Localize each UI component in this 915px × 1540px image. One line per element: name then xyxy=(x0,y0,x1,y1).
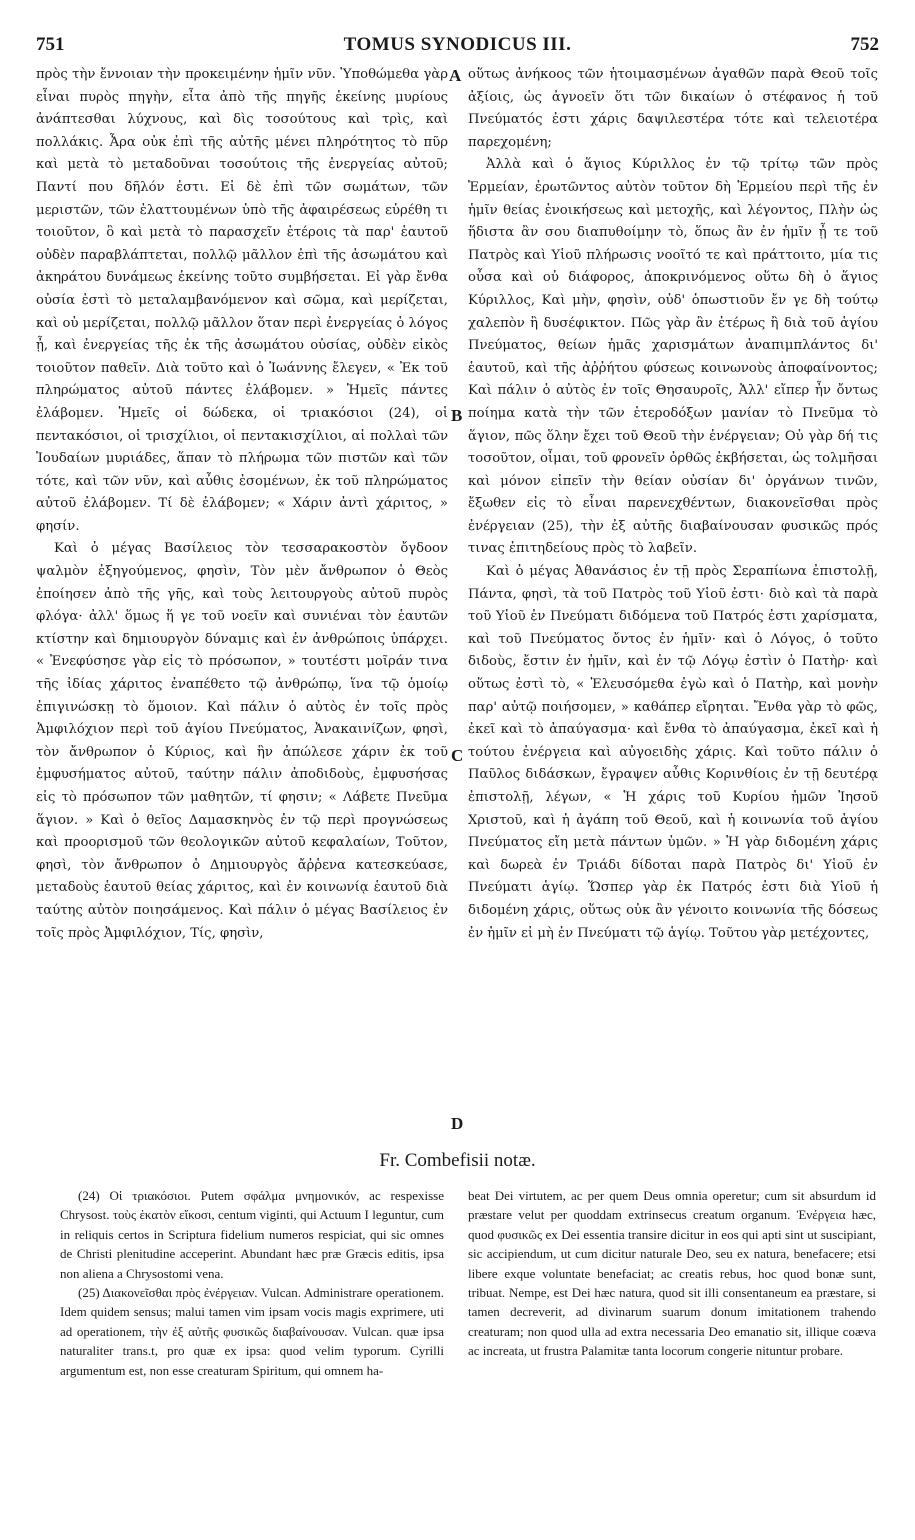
left-paragraph: Καὶ ὁ μέγας Βασίλειος τὸν τεσσαρακοστὸν ὄγδοον ψαλμὸν ἐξηγούμενος, φησὶν, Τὸν μὲν ἄνθρωπον ὁ Θεὸς ἐποίησεν ἀπὸ τῆς γῆς, καὶ τοὺς λειτουργοὺς αὐτοῦ πυρὸς φλόγα· ἀλλ' ὅμως ἥ γε τοῦ νοεῖν καὶ συνιέναι τὸν ἑαυτῶν κτίστην καὶ δημιουργὸν δύναμις καὶ ἐν ἀνθρώποις ὑπάρχει. « Ἐνεφύσησε γὰρ εἰς τὸ πρόσωπον, » τουτέστι μοῖράν τινα τῆς ἰδίας χάριτος ἐναπέθετο τῷ ἀνθρώπῳ, ἵνα τῷ ὁμοίῳ ἐπιγινώσκῃ τὸ ὅμοιον. Καὶ πάλιν ὁ αὐτὸς ἐν τοῖς πρὸς Ἀμφιλόχιον περὶ τοῦ ἁγίου Πνεύματος, Ἀνακαινίζων, φησὶ, τὸν ἄνθρωπον ὁ Κύριος, καὶ ἣν ἀπώλεσε χάριν ἐκ τοῦ ἐμφυσήματος αὐτοῦ, ταύτην πάλιν ἀποδιδοὺς, ἐμφυσήσας εἰς τὸ πρόσωπον τῶν μαθητῶν, τί φησιν; « Λάβετε Πνεῦμα ἅγιον. » Καὶ ὁ θεῖος Δαμασκηνὸς ἐν τῷ περὶ προγνώσεως καὶ προορισμοῦ τῶν θεολογικῶν αὐτοῦ κεφαλαίων, Τοῦτον, φησὶ, τὸν ἄνθρωπον ὁ Δημιουργὸς ἄῤῥενα κατεσκεύασε, μεταδοὺς ἑαυτοῦ θείας χάριτος, καὶ ἐν κοινωνίᾳ ἑαυτοῦ διὰ ταύτης αὐτὸν ποιησάμενος. Καὶ πάλιν ὁ μέγας Βασίλειος ἐν τοῖς πρὸς Ἀμφιλόχιον, Τίς, φησὶν, xyxy=(36,541,448,941)
left-paragraph: πρὸς τὴν ἔννοιαν τὴν προκειμένην ἡμῖν νῦν. Ὑποθώμεθα γὰρ εἶναι πυρὸς πηγὴν, εἶτα ἀπὸ τῆς πηγῆς ἐκείνης μυρίους ἀνάπτεσθαι λύχνους, καὶ δὶς τοσούτους καὶ τρὶς, καὶ πολλάκις. Ἆρα οὐκ ἐπὶ τῆς αὐτῆς μένει πληρότητος τὸ πῦρ καὶ μετὰ τὸ μεταδοῦναι τοσούτοις τῆς ἐνεργείας αὐτοῦ; Παντί που δῆλόν ἐστι. Εἰ δὲ ἐπὶ τῶν σωμάτων, τῶν μεριστῶν, τῶν ἐλαττουμένων ὑπὸ τῆς ἀφαιρέσεως εὑρέθη τι τοιοῦτον, ὃ καὶ μετὰ τὸ παρασχεῖν ἑτέροις τὰ παρ' ἑαυτοῦ οὐδὲν παραβλάπτεται, πολλῷ μᾶλλον ἐπὶ τῆς ἀσωμάτου καὶ ἀκηράτου δυνάμεως ἐκείνης τοῦτο συμβήσεται. Εἰ γὰρ ἔνθα οὐσία ἐστὶ τὸ μεταλαμβανόμενον καὶ σῶμα, καὶ μερίζεται, καὶ οὐ μερίζεται, πολλῷ μᾶλλον ὅταν περὶ ἐνεργείας ὁ λόγος ᾖ, καὶ ἐνεργείας τῆς ἐκ τῆς ἀσωμάτου οὐσίας, οὐδὲν εἰκὸς τοιοῦτον παθεῖν. Διὰ τοῦτο καὶ ὁ Ἰωάννης ἔλεγεν, « Ἐκ τοῦ πληρώματος αὐτοῦ πάντες ἐλάβομεν. » Ἡμεῖς πάντες ἐλάβομεν. Ἡμεῖς οἱ δώδεκα, οἱ τριακόσιοι (24), οἱ πεντακόσιοι, οἱ τρισχίλιοι, οἱ πεντακισχίλιοι, αἱ πολλαὶ τῶν Ἰουδαίων μυριάδες, ἅπαν τὸ πλήρωμα τῶν πιστῶν καὶ τῶν τότε, καὶ τῶν νῦν, καὶ αὖθις ἐσομένων, ἐκ τοῦ πληρώματος αὐτοῦ ἐλάβομεν. Τί δὲ ἐλάβομεν; « Χάριν ἀντὶ χάριτος, » φησίν. xyxy=(36,67,448,534)
right-paragraph: Ἀλλὰ καὶ ὁ ἅγιος Κύριλλος ἐν τῷ τρίτῳ τῶν πρὸς Ἑρμείαν, ἐρωτῶντος αὐτὸν τοῦτον δὴ Ἑρμείου περὶ τῆς ἐν ἡμῖν θείας ἐνοικήσεως καὶ μετοχῆς, καὶ λέγοντος, Πλὴν ὡς ἥδιστα ἂν σου διαπυθοίμην τὸ, ὅπως ἂν ἐν ἡμῖν ᾖ τε τοῦ Πατρὸς καὶ Υἱοῦ πλήρωσις νοοῖτό τε καὶ πράττοιτο, μία τις οὖσα καὶ οὐ διάφορος, ἀποκρινόμενος οὕτω δὴ ὁ ἅγιος Κύριλλος, Καὶ μὴν, φησὶν, οὐδ' ὁπωστιοῦν ἔν γε δὴ τούτῳ χαλεπὸν ἢ δυσέφικτον. Πῶς γὰρ ἂν ἑτέρως ἢ διὰ τοῦ ἁγίου Πνεύματος, θείων ἡμᾶς χαρισμάτων ἀναπιμπλάντος δι' ἑαυτοῦ, καὶ τῆς ἀῤῥήτου φύσεως κοινωνοὺς ἀποφαίνοντος; Καὶ πάλιν ὁ αὐτὸς ἐν τοῖς Θησαυροῖς, Ἀλλ' εἴπερ ἦν ὄντως ποίημα κατὰ τὴν τῶν ἑτεροδόξων μανίαν τὸ Πνεῦμα τὸ ἅγιον, πῶς ὅλην ἔχει τοῦ Θεοῦ τὴν ἐνέργειαν; Οὐ γὰρ δή τις τοσοῦτον, οἶμαι, τοῦ φρονεῖν ὀρθῶς ἐκβήσεται, ὡς τολμῆσαι καὶ μόνον εἰπεῖν τὴν θείαν οὐσίαν δι' ὀργάνων τινῶν, ἔξωθεν εἰς τὸ εἶναι παρενεχθέντων, διακονεῖσθαι πρὸς ἐνέργειαν (25), τὴν ἐξ αὐτῆς διαβαίνουσαν φυσικῶς πρός τινας ἐπιτηδείους πρὸς τὸ λαβεῖν. xyxy=(468,157,878,557)
right-paragraph: Καὶ ὁ μέγας Ἀθανάσιος ἐν τῇ πρὸς Σεραπίωνα ἐπιστολῇ, Πάντα, φησὶ, τὰ τοῦ Πατρὸς τοῦ Υἱοῦ ἐστι· διὸ καὶ τὰ παρὰ τοῦ Υἱοῦ ἐν Πνεύματι διδόμενα τοῦ Πατρός ἐστι χαρίσματα, καὶ τοῦ Πνεύματος ὄντος ἐν ἡμῖν· καὶ ὁ Λόγος, ὁ τοῦτο διδοὺς, ἔστιν ἐν ἡμῖν, καὶ ἐν τῷ Λόγῳ ἐστὶν ὁ Πατὴρ· καὶ οὕτως ἐστὶ τὸ, « Ἐλευσόμεθα ἐγὼ καὶ ὁ Πατὴρ, καὶ μονὴν παρ' αὐτῷ ποιήσομεν, » καθάπερ εἴρηται. Ἔνθα γὰρ τὸ φῶς, ἐκεῖ καὶ τὸ ἀπαύγασμα· καὶ ἔνθα τὸ ἀπαύγασμα, ἐκεῖ καὶ ἡ τούτου ἐνέργεια καὶ αὐγοειδὴς χάρις. Καὶ τοῦτο πάλιν ὁ Παῦλος διδάσκων, ἔγραψεν αὖθις Κορινθίοις ἐν τῇ δευτέρᾳ ἐπιστολῇ, λέγων, « Ἡ χάρις τοῦ Κυρίου ἡμῶν Ἰησοῦ Χριστοῦ, καὶ ἡ ἀγάπη τοῦ Θεοῦ, καὶ ἡ κοινωνία τοῦ ἁγίου Πνεύματος εἴη μετὰ πάντων ὑμῶν. » Ἡ γὰρ διδομένη χάρις καὶ δωρεὰ ἐν Τριάδι δίδοται παρὰ Πατρὸς δι' Υἱοῦ ἐν Πνεύματι ἁγίῳ. Ὥσπερ γὰρ ἐκ Πατρός ἐστι διὰ Υἱοῦ ἡ διδομένη χάρις, οὕτως οὐκ ἂν γένοιτο κοινωνία τῆς δόσεως ἐν ἡμῖν εἰ μὴ ἐν Πνεύματι τῷ ἁγίῳ. Τοῦτου γὰρ μετέχοντες, xyxy=(468,564,878,941)
section-marker-a: A xyxy=(449,66,462,85)
right-paragraph: οὕτως ἀνήκοος τῶν ἡτοιμασμένων ἀγαθῶν παρὰ Θεοῦ τοῖς ἀξίοις, ὡς ἀγνοεῖν ὅτι τῶν δικαίων ὁ στέφανος ἡ τοῦ Πνεύματός ἐστι χάρις δαψιλεστέρα τότε καὶ τελειοτέρα παρεχομένη; xyxy=(468,67,878,150)
footnote: (24) Οἱ τριακόσιοι. Putem σφάλμα μνημονικόν, ac respexisse Chrysost. τοὺς ἑκατὸν εἴκοσι, centum viginti, qui Actuum I leguntur, cum in reliquis certos in Scriptura fidelium numeros respiciat, qui sic omnes de Christi plenitudine acceperint. Abundant hæc præ Græcis editis, ipsa non aliena a Chrysostomi vena. xyxy=(60,1188,444,1281)
section-marker-c: C xyxy=(451,746,464,765)
notes-right-column xyxy=(468,1186,876,1506)
left-page-number: 751 xyxy=(36,34,65,55)
section-marker-b: B xyxy=(451,406,463,425)
right-page-number: 752 xyxy=(850,34,879,55)
page-header xyxy=(36,34,879,60)
notes-heading: Fr. Combefisii notæ. xyxy=(379,1150,536,1171)
notes-left-column xyxy=(60,1186,444,1506)
left-text-column xyxy=(36,64,448,1149)
running-title: TOMUS SYNODICUS III. xyxy=(343,34,572,55)
right-text-column xyxy=(468,64,878,1149)
section-marker-d: D xyxy=(451,1114,464,1133)
footnote-continuation: beat Dei virtutem, ac per quem Deus omnia operetur; cum sit absurdum id præstare velut per quoddam extrinsecus creatum organum. Ἐνέργεια hæc, quod φυσικῶς ex Dei essentia transire dicitur in eos qui apti sint ut suscipiant, sic accipiendum, ut cum dicitur naturale Deo, seu ex natura, benefacere; etsi libere exque voluntate benefaciat; ac creatis rebus, hoc quod bonæ sunt, tribuat. Nempe, est Dei hæc natura, quod sit illi consentaneum ea præstare, si tamen decreverit, ad divinarum suarum donum imitationem trahendo creaturam; non quod ulla ad extra necessaria Deo emanatio sit, illique coæva ac increata, ut frustra Palamitæ tanta locorum congerie nituntur probare. xyxy=(468,1188,876,1359)
footnote: (25) Διακονεῖσθαι πρὸς ἐνέργειαν. Vulcan. Administrare operationem. Idem quidem sensus; malui tamen vim ipsam vocis magis exprimere, uti ad operationem, τὴν ἐξ αὐτῆς φυσικῶς διαβαίνουσαν. Vulcan. quæ ipsa naturaliter trans.t, pro quæ ex ipsa: quod velim typorum. Cyrilli argumentum est, non esse creaturam Spiritum, qui omnem ha- xyxy=(60,1285,444,1378)
